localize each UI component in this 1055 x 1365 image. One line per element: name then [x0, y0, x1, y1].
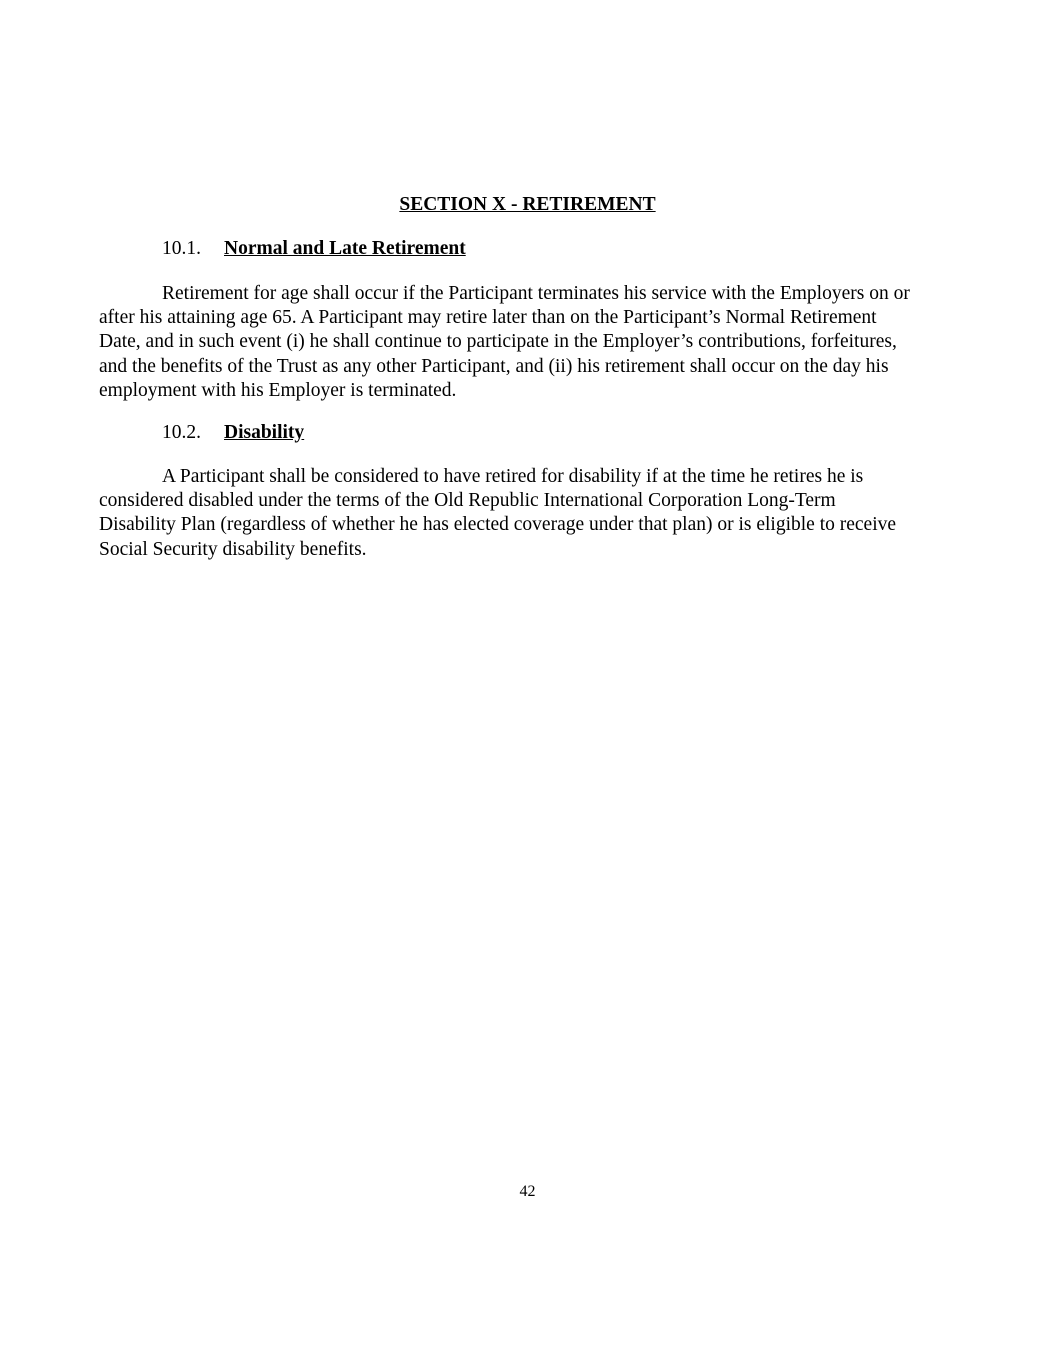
subsection-number: 10.1. [162, 238, 201, 259]
subsection-title: Disability [224, 422, 305, 443]
paragraph-line: after his attaining age 65. A Participant may retire later than on the Participant’s Normal Retirement [99, 307, 877, 329]
section-title: SECTION X - RETIREMENT [399, 194, 656, 215]
paragraph-disability [99, 465, 959, 562]
paragraph-line: Social Security disability benefits. [99, 538, 367, 560]
paragraph-normal-late-retirement [99, 282, 959, 403]
paragraph-line: Disability Plan (regardless of whether he has elected coverage under that plan) or is eligible to receive [99, 514, 897, 536]
paragraph-line: Date, and in such event (i) he shall continue to participate in the Employer’s contributions, forfeitures, [99, 331, 897, 353]
paragraph-line: and the benefits of the Trust as any other Participant, and (ii) his retirement shall occur on the day his [99, 355, 889, 377]
subsection-heading-normal-late-retirement [162, 237, 466, 261]
subsection-title: Normal and Late Retirement [224, 238, 466, 259]
page-number: 42 [519, 1183, 536, 1200]
subsection-heading-disability [162, 421, 304, 445]
subsection-number: 10.2. [162, 422, 201, 443]
paragraph-line: A Participant shall be considered to have retired for disability if at the time he retires he is [162, 466, 864, 487]
paragraph-line: considered disabled under the terms of the Old Republic International Corporation Long-Term [99, 490, 836, 512]
paragraph-line: Retirement for age shall occur if the Participant terminates his service with the Employers on or [162, 283, 910, 304]
paragraph-line: employment with his Employer is terminated. [99, 379, 457, 401]
